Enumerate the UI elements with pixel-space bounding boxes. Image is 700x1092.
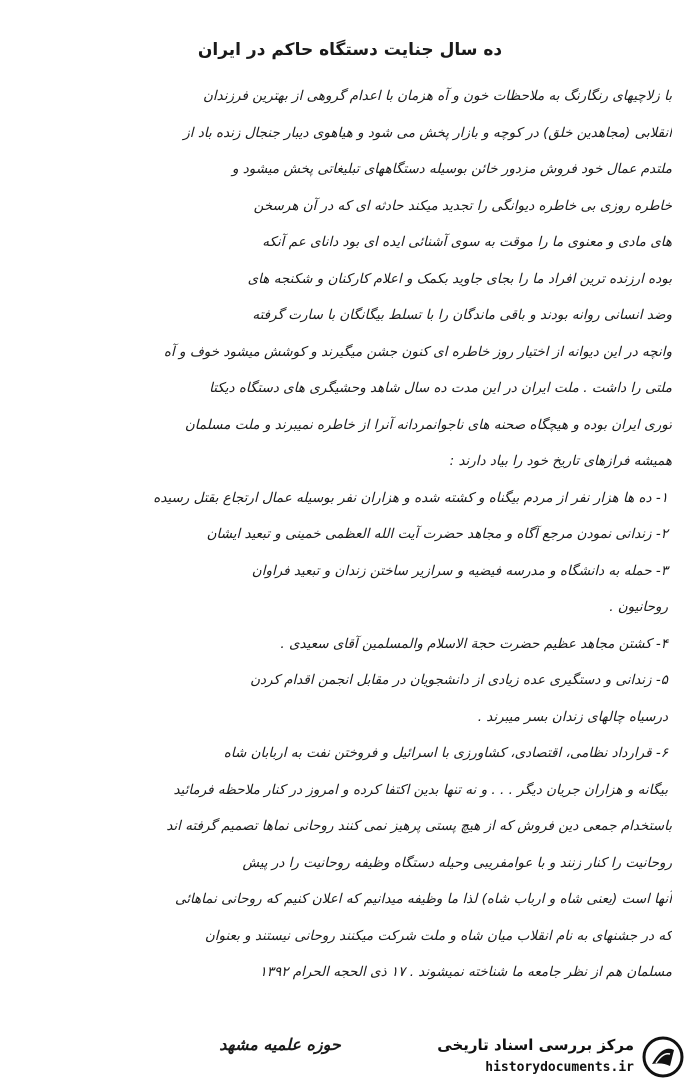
list-item: ۱- ده ها هزار نفر از مردم بیگناه و کشته شده و هزاران نفر بوسیله عمال ارتجاع بقتل رسیده [153, 489, 668, 506]
list-item: ۶- قرارداد نظامی، اقتصادی، کشاورزی با اسرائیل و فروختن نفت به اربابان شاه [223, 745, 668, 761]
body-line: ملتی را داشت . ملت ایران در این مدت ده سال شاهد وحشیگری های دستگاه دیکتا [209, 380, 672, 396]
watermark [405, 1030, 690, 1084]
body-line: با زلاچیهای رنگارنگ به ملاحظات خون و آه هزمان با اعدام گروهی از بهترین فرزندان [203, 88, 672, 104]
body-line: وانچه در این دیوانه از اختیار روز خاطره ای کنون جشن میگیرند و کوشش میشود خوف و آه [163, 343, 672, 360]
body-line: های مادی و معنوی ما را موقت به سوی آشنائی ایده ای بود دانای عم آنکه [262, 234, 672, 250]
watermark-url[interactable]: historydocuments.ir [485, 1060, 634, 1075]
body-line: وضد انسانی روانه بودند و باقی ماندگان را با تسلط بیگانگان با سارت گرفته [252, 307, 672, 323]
body-line: انقلابی (مجاهدین خلق) در کوچه و بازار پخش می شود و هیاهوی دیبار جنجال زنده باد از [183, 124, 672, 141]
body-line: مسلمان هم از نظر جامعه ما شناخته نمیشوند . ۱۷ ذی الحجه الحرام ۱۳۹۲ [259, 964, 672, 980]
body-line: ملتدم عمال خود فروش مزدور خائن بوسیله دستگاههای تبلیغاتی پخش میشود و [231, 161, 672, 177]
body-line: بوده ارزنده ترین افراد ما را بجای جاوید بکمک و اعلام کارکنان و شکنجه های [247, 270, 672, 287]
list-item: بیگانه و هزاران جریان دیگر . . . و نه تنها بدین اکتفا کرده و امروز در کنار ملاحظه فرمائید [173, 781, 668, 798]
body-line: روحانیت را کنار زنند و با عوامفریبی وحیله دستگاه وظیفه روحانیت را در پیش [242, 854, 672, 871]
document-body [22, 78, 672, 991]
list-item: درسیاه چالهای زندان بسر میبرند . [477, 708, 668, 725]
body-line: همیشه فرازهای تاریخ خود را بیاد دارند : [449, 453, 672, 469]
list-item: ۳- حمله به دانشگاه و مدرسه فیضیه و سرازیر ساختن زندان و تبعید فراوان [251, 562, 668, 579]
list-item: روحانیون . [609, 599, 668, 615]
body-line: خاطره روزی بی خاطره دیوانگی را تجدید میکند حادثه ای که در آن هرسخن [253, 197, 672, 214]
list-item: ۴- کشتن مجاهد عظیم حضرت حجة الاسلام والمسلمین آقای سعیدی . [280, 635, 668, 652]
book-logo-icon [642, 1036, 684, 1078]
body-line: توری ایران بوده و هیچگاه صحنه های ناجوانمردانه آنرا از خاطره نمیبرند و ملت مسلمان [184, 416, 672, 433]
list-item: ۲- زندانی نمودن مرجع آگاه و مجاهد حضرت آیت الله العظمی خمینی و تبعید ایشان [206, 526, 668, 542]
body-line: آنها است (یعنی شاه و ارباب شاه) لذا ما وظیفه میدانیم که اعلان کنیم که روحانی نماهائی [174, 891, 672, 907]
list-item: ۵- زندانی و دستگیری عده زیادی از دانشجویان در مقابل انجمن اقدام کردن [250, 672, 668, 688]
document-title: ده سال جنایت دستگاه حاکم در ایران [197, 40, 503, 60]
body-line: باستخدام جمعی دین فروش که از هیچ پستی پرهیز نمی کنند روحانی نماها تصمیم گرفته اند [166, 818, 672, 834]
signature: حوزه علمیه مشهد [219, 1035, 341, 1054]
watermark-name: مرکز بررسی اسناد تاریخی [437, 1036, 634, 1054]
body-line: که در جشنهای به نام انقلاب میان شاه و ملت شرکت میکنند روحانی نیستند و بعنوان [204, 927, 672, 944]
